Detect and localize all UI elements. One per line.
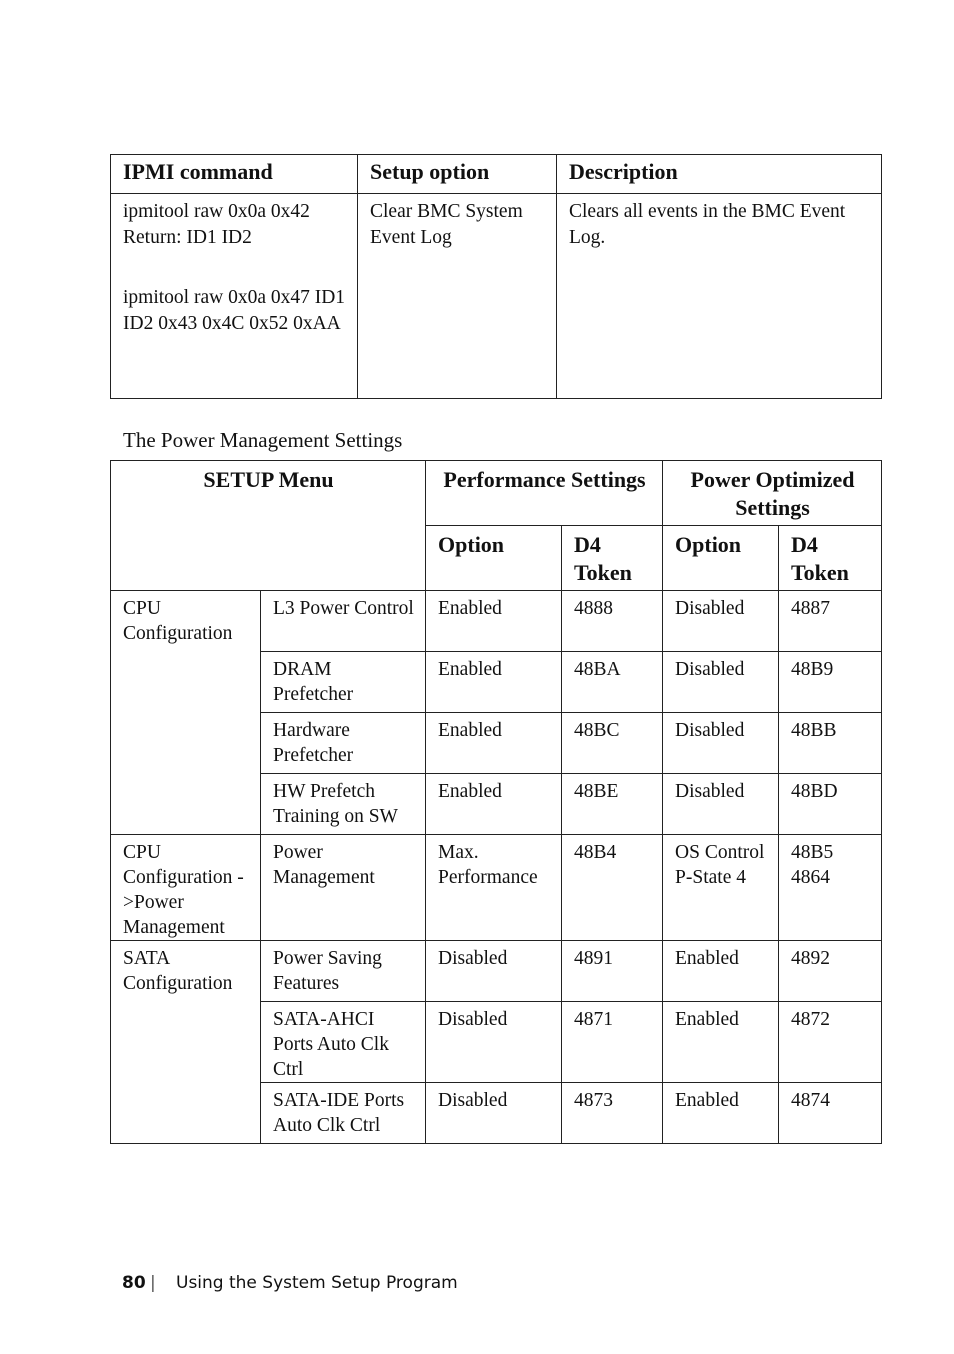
power-management-table bbox=[110, 460, 882, 1144]
setting-name-cell: SATA-AHCI Ports Auto Clk Ctrl bbox=[261, 1002, 426, 1083]
power-optimized-token-cell: 48BD bbox=[779, 774, 882, 835]
ipmi-command-line: ipmitool raw 0x0a 0x47 ID1 ID2 0x43 0x4C 0x52 0xAA bbox=[123, 287, 346, 334]
power-optimized-token-cell: 4892 bbox=[779, 941, 882, 1002]
performance-token-cell: 48BC bbox=[562, 713, 663, 774]
performance-option-cell: Enabled bbox=[426, 652, 562, 713]
power-optimized-token-cell: 48B5 4864 bbox=[779, 835, 882, 941]
setting-name-cell: HW Prefetch Training on SW bbox=[261, 774, 426, 835]
power-optimized-token-cell: 4874 bbox=[779, 1083, 882, 1144]
performance-option-cell: Max. Performance bbox=[426, 835, 562, 941]
performance-token-cell: 48B4 bbox=[562, 835, 663, 941]
performance-option-cell: Disabled bbox=[426, 1002, 562, 1083]
category-cell: CPU Configuration bbox=[111, 591, 261, 835]
performance-token-cell: 4888 bbox=[562, 591, 663, 652]
header-d4-token: D4 Token bbox=[779, 526, 882, 591]
header-performance-settings: Performance Settings bbox=[426, 461, 663, 526]
performance-option-cell: Disabled bbox=[426, 941, 562, 1002]
performance-option-cell: Enabled bbox=[426, 591, 562, 652]
power-table-body bbox=[111, 591, 882, 1144]
performance-token-cell: 48BE bbox=[562, 774, 663, 835]
page-number: 80 bbox=[122, 1273, 146, 1293]
power-table-row bbox=[111, 835, 882, 941]
ipmi-table-header-row bbox=[111, 155, 882, 194]
header-description: Description bbox=[557, 155, 882, 194]
power-optimized-token-cell: 48BB bbox=[779, 713, 882, 774]
setting-name-cell: SATA-IDE Ports Auto Clk Ctrl bbox=[261, 1083, 426, 1144]
footer-separator: | bbox=[150, 1273, 156, 1293]
header-option: Option bbox=[663, 526, 779, 591]
power-optimized-token-cell: 4872 bbox=[779, 1002, 882, 1083]
setting-name-cell: L3 Power Control bbox=[261, 591, 426, 652]
power-optimized-option-cell: Disabled bbox=[663, 713, 779, 774]
setting-name-cell: Power Management bbox=[261, 835, 426, 941]
header-setup-menu: SETUP Menu bbox=[111, 461, 426, 591]
setup-option-cell: Clear BMC System Event Log bbox=[358, 194, 557, 399]
header-power-optimized-settings: Power Optimized Settings bbox=[663, 461, 882, 526]
header-d4-token: D4 Token bbox=[562, 526, 663, 591]
section-title: The Power Management Settings bbox=[123, 428, 403, 452]
power-optimized-option-cell: Disabled bbox=[663, 652, 779, 713]
category-cell: CPU Configuration ->Power Management bbox=[111, 835, 261, 941]
setting-name-cell: Power Saving Features bbox=[261, 941, 426, 1002]
performance-token-cell: 4873 bbox=[562, 1083, 663, 1144]
performance-option-cell: Disabled bbox=[426, 1083, 562, 1144]
power-optimized-option-cell: Disabled bbox=[663, 591, 779, 652]
power-optimized-option-cell: Enabled bbox=[663, 1002, 779, 1083]
performance-token-cell: 4871 bbox=[562, 1002, 663, 1083]
ipmi-table-row bbox=[111, 194, 882, 399]
performance-token-cell: 48BA bbox=[562, 652, 663, 713]
performance-option-cell: Enabled bbox=[426, 713, 562, 774]
header-option: Option bbox=[426, 526, 562, 591]
category-cell: SATA Configuration bbox=[111, 941, 261, 1144]
ipmi-command-return: Return: ID1 ID2 bbox=[123, 227, 252, 248]
power-optimized-option-cell: Enabled bbox=[663, 1083, 779, 1144]
ipmi-command-table bbox=[110, 154, 882, 399]
footer-title: Using the System Setup Program bbox=[176, 1273, 458, 1293]
setting-name-cell: Hardware Prefetcher bbox=[261, 713, 426, 774]
header-ipmi-command: IPMI command bbox=[111, 155, 358, 194]
description-cell: Clears all events in the BMC Event Log. bbox=[557, 194, 882, 399]
power-optimized-option-cell: OS Control P-State 4 bbox=[663, 835, 779, 941]
ipmi-command-line: ipmitool raw 0x0a 0x42 bbox=[123, 201, 310, 222]
ipmi-command-cell bbox=[111, 194, 358, 399]
power-table-row bbox=[111, 941, 882, 1002]
power-optimized-token-cell: 48B9 bbox=[779, 652, 882, 713]
performance-token-cell: 4891 bbox=[562, 941, 663, 1002]
performance-option-cell: Enabled bbox=[426, 774, 562, 835]
header-setup-option: Setup option bbox=[358, 155, 557, 194]
power-table-row bbox=[111, 591, 882, 652]
power-optimized-option-cell: Enabled bbox=[663, 941, 779, 1002]
setting-name-cell: DRAM Prefetcher bbox=[261, 652, 426, 713]
power-optimized-option-cell: Disabled bbox=[663, 774, 779, 835]
power-optimized-token-cell: 4887 bbox=[779, 591, 882, 652]
power-table-header-row bbox=[111, 461, 882, 526]
